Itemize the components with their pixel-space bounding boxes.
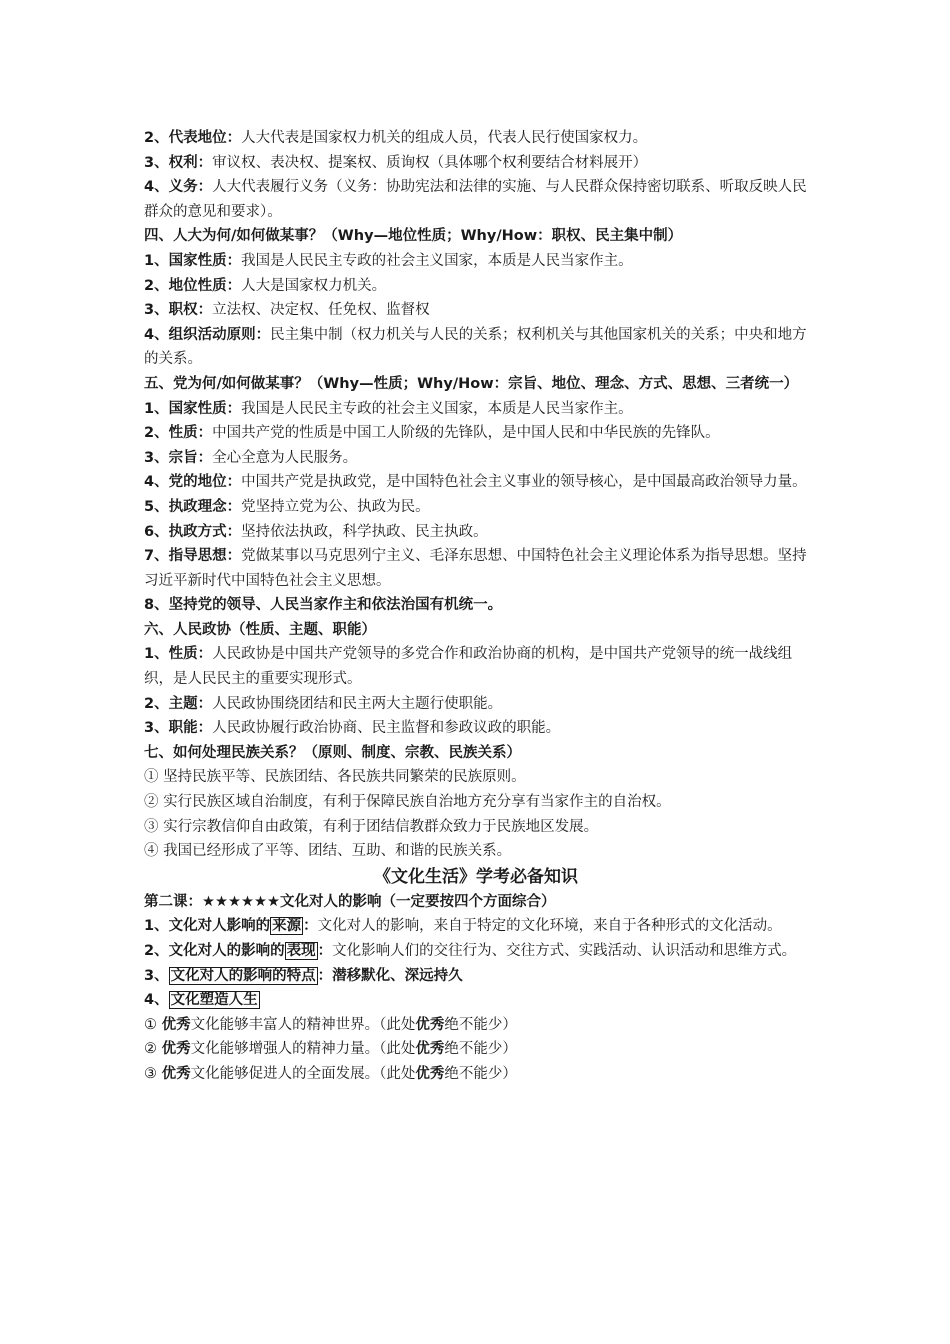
text-line (144, 964, 808, 989)
text-line (144, 593, 808, 618)
body-text: 人大是国家权力机关。 (241, 277, 387, 294)
bold-text: 五、党为何/如何做某事？（Why—性质；Why/How：宗旨、地位、理念、方式、思想、三者统一） (144, 375, 799, 392)
body-text: 人大代表履行义务（义务：协助宪法和法律的实施、与人民群众保持密切联系、听取反映人民群众的意见和要求）。 (144, 179, 807, 220)
body-text: 人大代表是国家权力机关的组成人员，代表人民行使国家权力。 (241, 130, 648, 146)
bold-text: ： (317, 943, 333, 959)
bold-text: 3、 (144, 967, 169, 984)
body-text: 人民政协履行政治协商、民主监督和参政议政的职能。 (212, 720, 561, 737)
text-line (144, 397, 808, 422)
bold-text: 七、如何处理民族关系？（原则、制度、宗教、民族关系） (144, 744, 521, 761)
document-content (144, 126, 808, 1087)
text-line (144, 815, 808, 840)
body-text: 绝不能少） (444, 1065, 517, 1082)
text-line (144, 175, 808, 224)
text-line (144, 151, 808, 176)
bold-text: 优秀 (415, 1041, 445, 1058)
text-line (144, 372, 808, 397)
section-title: 《文化生活》学考必备知识 (374, 866, 578, 887)
body-text: 绝不能少） (444, 1016, 517, 1033)
text-line (144, 1013, 808, 1038)
boxed-keyword: 表现 (286, 943, 316, 959)
bold-text: 1、国家性质： (144, 252, 242, 269)
bold-text: 4、党的地位： (144, 474, 242, 491)
bold-text: 4、组织活动原则： (144, 326, 271, 343)
text-line (144, 520, 808, 545)
bold-text: 六、人民政协（性质、主题、职能） (144, 621, 376, 638)
bold-text: 1、性质： (144, 646, 213, 663)
text-line (144, 470, 808, 495)
text-line (144, 939, 808, 964)
politics-notes (144, 126, 808, 864)
bold-text: 1、文化对人影响的 (144, 918, 271, 935)
body-text: 党坚持立党为公、执政为民。 (241, 498, 430, 515)
bold-text: 3、职能： (144, 720, 213, 737)
bold-text: 2、主题： (144, 695, 213, 712)
bold-text: 2、地位性质： (144, 277, 242, 294)
text-line (144, 716, 808, 741)
body-text: 文化能够增强人的精神力量。（此处 (190, 1041, 416, 1058)
text-line (144, 1062, 808, 1087)
text-line (144, 914, 808, 939)
body-text: 坚持依法执政，科学执政、民主执政。 (241, 523, 488, 540)
body-text: 我国是人民民主专政的社会主义国家，本质是人民当家作主。 (241, 252, 633, 269)
bold-text: 6、执政方式： (144, 523, 242, 540)
text-line (144, 890, 808, 915)
boxed-keyword: 文化对人的影响的特点 (170, 967, 316, 984)
body-text: ② (144, 1041, 162, 1058)
text-line (144, 249, 808, 274)
bold-text: 优秀 (415, 1065, 445, 1082)
body-text: 审议权、表决权、提案权、质询权（具体哪个权利要结合材料展开） (212, 154, 648, 171)
text-line (144, 839, 808, 864)
text-line (144, 1037, 808, 1062)
body-text: ② 实行民族区域自治制度，有利于保障民族自治地方充分享有当家作主的自治权。 (144, 794, 671, 811)
text-line (144, 790, 808, 815)
bold-text: 3、权利： (144, 154, 213, 171)
bold-text: 8、坚持党的领导、人民当家作主和依法治国有机统一。 (144, 597, 503, 614)
bold-text: 7、指导思想： (144, 548, 242, 565)
bold-text: ：潜移默化、深远持久 (317, 967, 463, 984)
body-text: 中国共产党是执政党，是中国特色社会主义事业的领导核心，是中国最高政治领导力量。 (241, 474, 807, 491)
body-text: 我国是人民民主专政的社会主义国家，本质是人民当家作主。 (241, 400, 633, 417)
body-text: ① 坚持民族平等、民族团结、各民族共同繁荣的民族原则。 (144, 769, 526, 786)
text-line (144, 741, 808, 766)
text-line (144, 495, 808, 520)
bold-text: 3、职权： (144, 302, 213, 319)
text-line (144, 544, 808, 593)
bold-text: 第二课：★★★★★★文化对人的影响（一定要按四个方面综合） (144, 893, 556, 910)
text-line (144, 298, 808, 323)
text-line (144, 274, 808, 299)
body-text: 人民政协是中国共产党领导的多党合作和政治协商的机构，是中国共产党领导的统一战线组织，是人民民主的重要实现形式。 (144, 646, 793, 688)
text-line (144, 692, 808, 717)
text-line (144, 224, 808, 249)
body-text: 党做某事以马克思列宁主义、毛泽东思想、中国特色社会主义理论体系为指导思想。坚持习近平新时代中国特色社会主义思想。 (144, 548, 807, 589)
culture-notes (144, 890, 808, 1087)
body-text: 民主集中制（权力机关与人民的关系；权利机关与其他国家机关的关系；中央和地方的关系。 (144, 326, 807, 368)
bold-text: 优秀 (161, 1041, 191, 1058)
body-text: ③ 实行宗教信仰自由政策，有利于团结信教群众致力于民族地区发展。 (144, 818, 599, 835)
body-text: ③ (144, 1065, 162, 1082)
bold-text: 优秀 (415, 1016, 445, 1033)
text-line (144, 618, 808, 643)
text-line (144, 446, 808, 471)
text-line (144, 323, 808, 372)
bold-text: 优秀 (161, 1016, 191, 1033)
body-text: 绝不能少） (444, 1041, 517, 1058)
body-text: ① (144, 1016, 162, 1033)
bold-text: 4、义务： (144, 179, 213, 196)
bold-text: 四、人大为何/如何做某事？（Why—地位性质；Why/How：职权、民主集中制） (144, 228, 683, 245)
body-text: 文化影响人们的交往行为、交往方式、实践活动、认识活动和思维方式。 (332, 943, 797, 959)
body-text: 文化能够促进人的全面发展。（此处 (190, 1065, 416, 1082)
body-text: 立法权、决定权、任免权、监督权 (212, 302, 430, 319)
text-line (144, 988, 808, 1013)
text-line (144, 421, 808, 446)
boxed-keyword: 文化塑造人生 (170, 992, 258, 1009)
body-text: 中国共产党的性质是中国工人阶级的先锋队，是中国人民和中华民族的先锋队。 (212, 425, 720, 442)
bold-text: 4、 (144, 992, 169, 1009)
bold-text: 优秀 (161, 1065, 191, 1082)
boxed-keyword: 来源 (272, 918, 302, 935)
bold-text: 1、国家性质： (144, 400, 242, 417)
body-text: 文化对人的影响，来自于特定的文化环境，来自于各种形式的文化活动。 (317, 918, 782, 935)
body-text: 全心全意为人民服务。 (212, 449, 358, 466)
bold-text: 5、执政理念： (144, 498, 242, 515)
text-line (144, 765, 808, 790)
text-line (144, 642, 808, 691)
bold-text: 2、文化对人的影响的 (144, 943, 285, 959)
bold-text: 2、代表地位： (144, 130, 242, 146)
bold-text: 2、性质： (144, 425, 213, 442)
bold-text: ： (303, 918, 318, 935)
body-text: 文化能够丰富人的精神世界。（此处 (190, 1016, 416, 1033)
body-text: ④ 我国已经形成了平等、团结、互助、和谐的民族关系。 (144, 843, 512, 860)
body-text: 人民政协围绕团结和民主两大主题行使职能。 (212, 695, 503, 712)
bold-text: 3、宗旨： (144, 449, 213, 466)
text-line (144, 126, 808, 151)
